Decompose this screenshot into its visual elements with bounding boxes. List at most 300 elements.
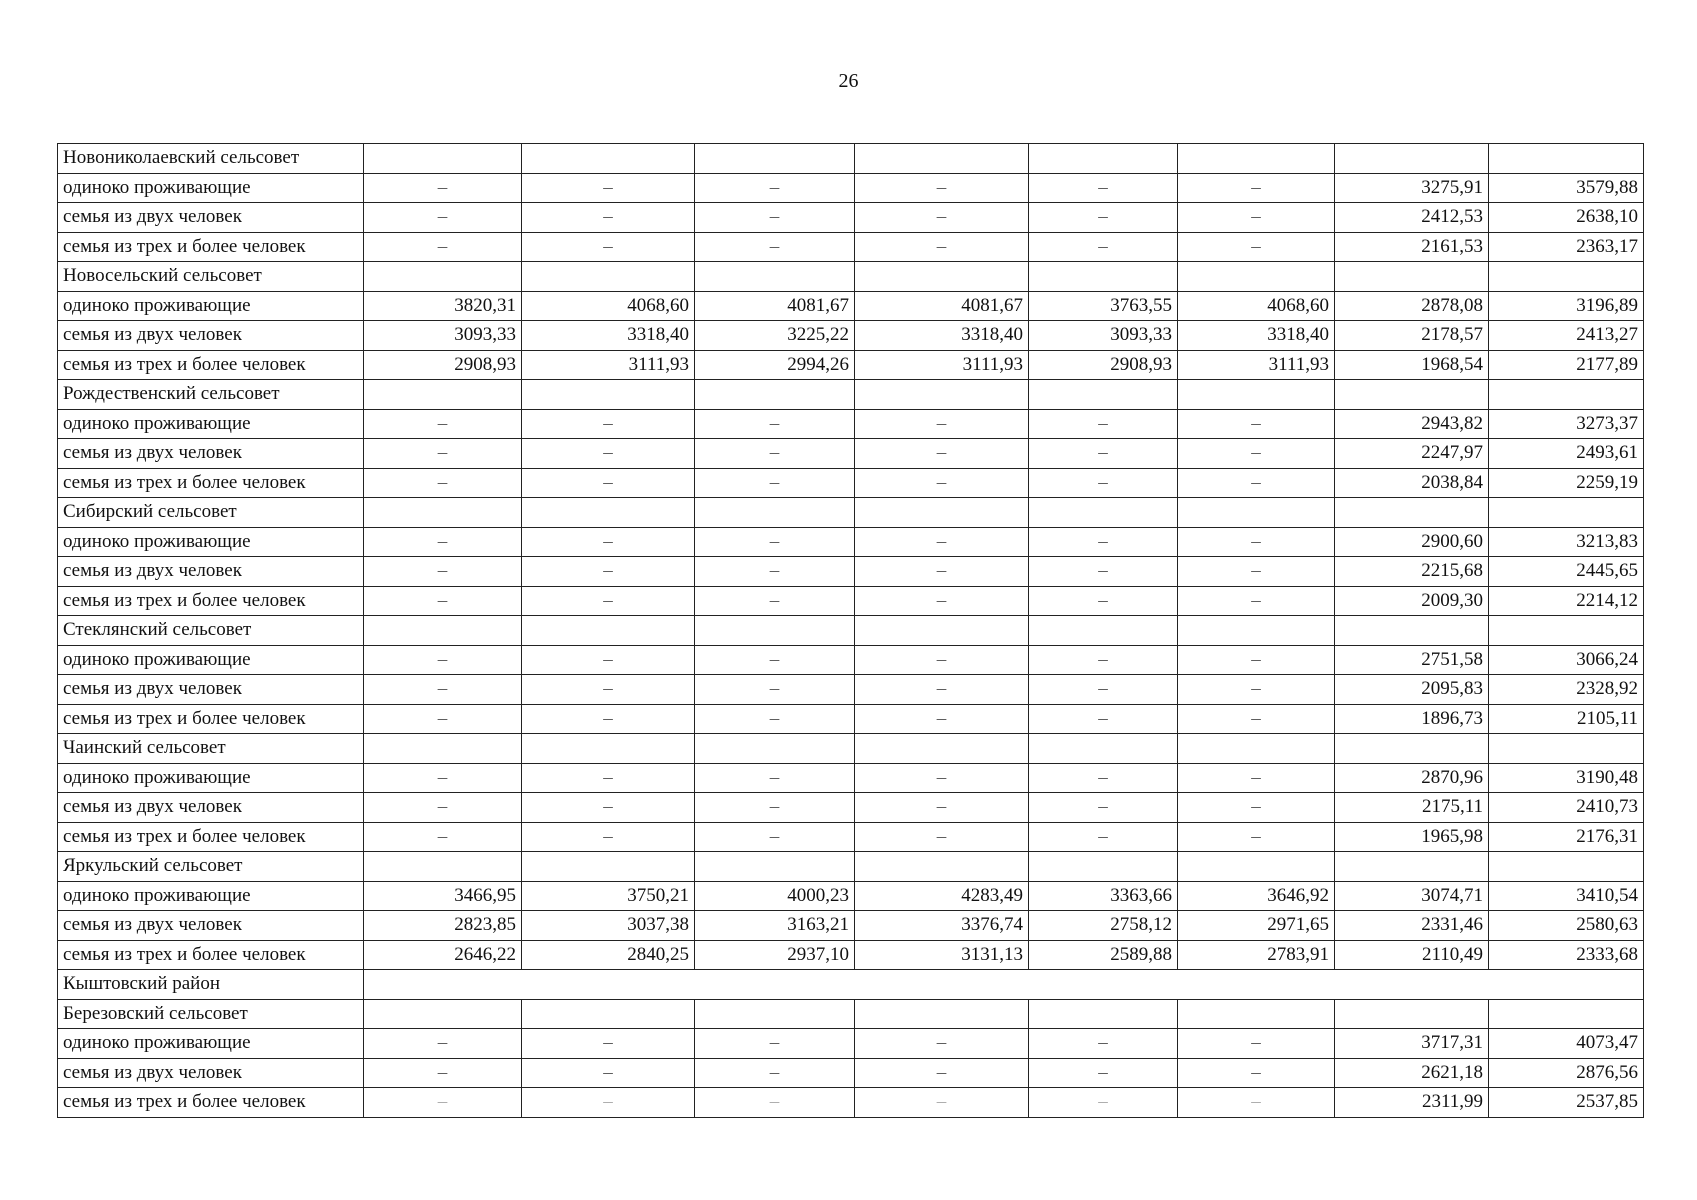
empty-cell xyxy=(695,999,855,1029)
value-cell: – xyxy=(1178,409,1335,439)
empty-cell xyxy=(522,999,695,1029)
empty-cell xyxy=(695,262,855,292)
empty-cell xyxy=(855,498,1029,528)
empty-cell xyxy=(1029,616,1178,646)
value-cell: 3111,93 xyxy=(522,350,695,380)
empty-cell xyxy=(695,852,855,882)
row-label: семья из двух человек xyxy=(58,793,364,823)
empty-cell xyxy=(1029,144,1178,174)
group-header-row xyxy=(58,498,1644,528)
value-cell: 3750,21 xyxy=(522,881,695,911)
value-cell: – xyxy=(522,232,695,262)
value-cell: – xyxy=(1178,822,1335,852)
value-cell: 2646,22 xyxy=(364,940,522,970)
group-label: Стеклянский сельсовет xyxy=(58,616,364,646)
value-cell: 2413,27 xyxy=(1489,321,1644,351)
value-cell: – xyxy=(522,675,695,705)
empty-cell xyxy=(1489,380,1644,410)
empty-cell xyxy=(855,852,1029,882)
value-cell: – xyxy=(1029,1029,1178,1059)
value-cell: – xyxy=(364,675,522,705)
table-row xyxy=(58,439,1644,469)
table-row xyxy=(58,350,1644,380)
empty-cell xyxy=(855,262,1029,292)
value-cell: 3111,93 xyxy=(1178,350,1335,380)
value-cell: 1896,73 xyxy=(1335,704,1489,734)
value-cell: – xyxy=(1029,763,1178,793)
value-cell: – xyxy=(855,793,1029,823)
value-cell: 3196,89 xyxy=(1489,291,1644,321)
empty-cell xyxy=(522,380,695,410)
empty-cell xyxy=(1029,734,1178,764)
value-cell: 2638,10 xyxy=(1489,203,1644,233)
value-cell: – xyxy=(1178,793,1335,823)
empty-cell xyxy=(1178,734,1335,764)
group-label: Чаинский сельсовет xyxy=(58,734,364,764)
empty-cell xyxy=(1029,852,1178,882)
value-cell: 4283,49 xyxy=(855,881,1029,911)
empty-cell xyxy=(1335,262,1489,292)
table-row xyxy=(58,881,1644,911)
table-row xyxy=(58,468,1644,498)
value-cell: – xyxy=(1178,468,1335,498)
value-cell: 3646,92 xyxy=(1178,881,1335,911)
value-cell: 2580,63 xyxy=(1489,911,1644,941)
value-cell: 3410,54 xyxy=(1489,881,1644,911)
value-cell: – xyxy=(1178,675,1335,705)
value-cell: 2176,31 xyxy=(1489,822,1644,852)
empty-cell xyxy=(1489,999,1644,1029)
value-cell: – xyxy=(695,1058,855,1088)
value-cell: – xyxy=(855,557,1029,587)
row-label: семья из двух человек xyxy=(58,675,364,705)
empty-cell xyxy=(695,734,855,764)
empty-cell xyxy=(1489,144,1644,174)
row-label: одиноко проживающие xyxy=(58,291,364,321)
value-cell: 2589,88 xyxy=(1029,940,1178,970)
value-cell: – xyxy=(695,763,855,793)
value-cell: – xyxy=(855,1088,1029,1118)
value-cell: – xyxy=(855,527,1029,557)
value-cell: – xyxy=(1029,232,1178,262)
table-row xyxy=(58,586,1644,616)
table-row xyxy=(58,675,1644,705)
table-row xyxy=(58,557,1644,587)
value-cell: 1968,54 xyxy=(1335,350,1489,380)
value-cell: – xyxy=(1029,1088,1178,1118)
value-cell: 2937,10 xyxy=(695,940,855,970)
empty-cell xyxy=(364,498,522,528)
value-cell: – xyxy=(855,173,1029,203)
group-header-row xyxy=(58,734,1644,764)
value-cell: – xyxy=(1178,173,1335,203)
value-cell: – xyxy=(1029,645,1178,675)
value-cell: 3111,93 xyxy=(855,350,1029,380)
value-cell: – xyxy=(855,439,1029,469)
value-cell: – xyxy=(364,586,522,616)
row-label: семья из трех и более человек xyxy=(58,232,364,262)
value-cell: 2908,93 xyxy=(364,350,522,380)
value-cell: 2412,53 xyxy=(1335,203,1489,233)
value-cell: – xyxy=(1029,1058,1178,1088)
row-label: семья из трех и более человек xyxy=(58,1088,364,1118)
empty-cell xyxy=(855,999,1029,1029)
value-cell: – xyxy=(1178,586,1335,616)
empty-cell xyxy=(1178,999,1335,1029)
value-cell: – xyxy=(364,468,522,498)
empty-cell xyxy=(695,144,855,174)
value-cell: – xyxy=(522,203,695,233)
table-row xyxy=(58,321,1644,351)
empty-cell xyxy=(1178,852,1335,882)
group-header-row xyxy=(58,144,1644,174)
row-label: одиноко проживающие xyxy=(58,763,364,793)
value-cell: – xyxy=(695,173,855,203)
value-cell: 3225,22 xyxy=(695,321,855,351)
value-cell: 3273,37 xyxy=(1489,409,1644,439)
value-cell: – xyxy=(695,232,855,262)
value-cell: – xyxy=(364,1058,522,1088)
value-cell: 4081,67 xyxy=(855,291,1029,321)
value-cell: – xyxy=(1178,1058,1335,1088)
empty-cell xyxy=(1489,852,1644,882)
value-cell: – xyxy=(364,704,522,734)
value-cell: – xyxy=(1178,439,1335,469)
value-cell: – xyxy=(364,439,522,469)
value-cell: 2870,96 xyxy=(1335,763,1489,793)
row-label: семья из трех и более человек xyxy=(58,350,364,380)
table-row xyxy=(58,1088,1644,1118)
value-cell: – xyxy=(695,586,855,616)
value-cell: – xyxy=(1178,1088,1335,1118)
value-cell: 2177,89 xyxy=(1489,350,1644,380)
value-cell: 2214,12 xyxy=(1489,586,1644,616)
value-cell: – xyxy=(522,557,695,587)
row-label: одиноко проживающие xyxy=(58,527,364,557)
value-cell: 2537,85 xyxy=(1489,1088,1644,1118)
group-label: Кыштовский район xyxy=(58,970,364,1000)
row-label: одиноко проживающие xyxy=(58,881,364,911)
value-cell: – xyxy=(1178,704,1335,734)
value-cell: – xyxy=(1029,409,1178,439)
value-cell: – xyxy=(855,704,1029,734)
value-cell: 2215,68 xyxy=(1335,557,1489,587)
value-cell: – xyxy=(695,203,855,233)
value-cell: 4073,47 xyxy=(1489,1029,1644,1059)
value-cell: 2311,99 xyxy=(1335,1088,1489,1118)
value-cell: 3318,40 xyxy=(855,321,1029,351)
table-row xyxy=(58,704,1644,734)
value-cell: – xyxy=(522,763,695,793)
value-cell: 2333,68 xyxy=(1489,940,1644,970)
table-row xyxy=(58,203,1644,233)
value-cell: 2178,57 xyxy=(1335,321,1489,351)
table-row xyxy=(58,940,1644,970)
value-cell: 2943,82 xyxy=(1335,409,1489,439)
value-cell: – xyxy=(695,527,855,557)
value-cell: 2445,65 xyxy=(1489,557,1644,587)
empty-cell xyxy=(522,616,695,646)
empty-cell xyxy=(1335,380,1489,410)
value-cell: 2783,91 xyxy=(1178,940,1335,970)
empty-cell xyxy=(364,970,1644,1000)
row-label: семья из двух человек xyxy=(58,439,364,469)
value-cell: – xyxy=(1178,763,1335,793)
value-cell: 2410,73 xyxy=(1489,793,1644,823)
row-label: одиноко проживающие xyxy=(58,1029,364,1059)
value-cell: 3213,83 xyxy=(1489,527,1644,557)
value-cell: – xyxy=(1029,468,1178,498)
value-cell: 2328,92 xyxy=(1489,675,1644,705)
value-cell: 2971,65 xyxy=(1178,911,1335,941)
value-cell: – xyxy=(695,793,855,823)
empty-cell xyxy=(364,380,522,410)
table-row xyxy=(58,409,1644,439)
tariff-table xyxy=(57,143,1644,1118)
value-cell: 2908,93 xyxy=(1029,350,1178,380)
value-cell: – xyxy=(522,793,695,823)
value-cell: – xyxy=(1029,586,1178,616)
value-cell: 3820,31 xyxy=(364,291,522,321)
value-cell: 3763,55 xyxy=(1029,291,1178,321)
value-cell: – xyxy=(522,409,695,439)
group-label: Сибирский сельсовет xyxy=(58,498,364,528)
value-cell: – xyxy=(364,645,522,675)
row-label: семья из двух человек xyxy=(58,557,364,587)
value-cell: 3363,66 xyxy=(1029,881,1178,911)
value-cell: – xyxy=(855,675,1029,705)
value-cell: 2331,46 xyxy=(1335,911,1489,941)
value-cell: – xyxy=(855,1029,1029,1059)
row-label: одиноко проживающие xyxy=(58,173,364,203)
empty-cell xyxy=(1178,498,1335,528)
value-cell: – xyxy=(522,704,695,734)
value-cell: 2095,83 xyxy=(1335,675,1489,705)
empty-cell xyxy=(1489,616,1644,646)
empty-cell xyxy=(855,734,1029,764)
value-cell: – xyxy=(364,173,522,203)
value-cell: 1965,98 xyxy=(1335,822,1489,852)
empty-cell xyxy=(1335,734,1489,764)
value-cell: – xyxy=(855,203,1029,233)
row-label: семья из двух человек xyxy=(58,911,364,941)
value-cell: – xyxy=(522,1058,695,1088)
empty-cell xyxy=(364,852,522,882)
value-cell: – xyxy=(695,1029,855,1059)
value-cell: – xyxy=(522,645,695,675)
row-label: семья из трех и более человек xyxy=(58,822,364,852)
empty-cell xyxy=(1029,999,1178,1029)
value-cell: – xyxy=(522,586,695,616)
value-cell: – xyxy=(1178,557,1335,587)
value-cell: – xyxy=(695,439,855,469)
value-cell: 4000,23 xyxy=(695,881,855,911)
empty-cell xyxy=(855,144,1029,174)
value-cell: – xyxy=(364,1088,522,1118)
empty-cell xyxy=(695,380,855,410)
value-cell: – xyxy=(695,557,855,587)
value-cell: 2900,60 xyxy=(1335,527,1489,557)
value-cell: – xyxy=(855,645,1029,675)
value-cell: – xyxy=(855,586,1029,616)
value-cell: – xyxy=(1178,232,1335,262)
empty-cell xyxy=(695,498,855,528)
value-cell: – xyxy=(1029,203,1178,233)
value-cell: – xyxy=(1178,203,1335,233)
value-cell: – xyxy=(1029,675,1178,705)
value-cell: – xyxy=(695,704,855,734)
value-cell: 2110,49 xyxy=(1335,940,1489,970)
empty-cell xyxy=(695,616,855,646)
value-cell: 3579,88 xyxy=(1489,173,1644,203)
table-row xyxy=(58,822,1644,852)
value-cell: – xyxy=(522,439,695,469)
value-cell: – xyxy=(855,1058,1029,1088)
value-cell: – xyxy=(522,527,695,557)
empty-cell xyxy=(1178,380,1335,410)
value-cell: – xyxy=(855,468,1029,498)
value-cell: – xyxy=(522,468,695,498)
value-cell: 3093,33 xyxy=(1029,321,1178,351)
empty-cell xyxy=(1489,734,1644,764)
value-cell: 3717,31 xyxy=(1335,1029,1489,1059)
value-cell: 2823,85 xyxy=(364,911,522,941)
value-cell: – xyxy=(1029,173,1178,203)
value-cell: 3275,91 xyxy=(1335,173,1489,203)
value-cell: 3318,40 xyxy=(522,321,695,351)
empty-cell xyxy=(1489,498,1644,528)
empty-cell xyxy=(1178,616,1335,646)
empty-cell xyxy=(522,144,695,174)
empty-cell xyxy=(1029,380,1178,410)
empty-cell xyxy=(1178,144,1335,174)
value-cell: 2259,19 xyxy=(1489,468,1644,498)
empty-cell xyxy=(364,616,522,646)
value-cell: 3190,48 xyxy=(1489,763,1644,793)
value-cell: 4068,60 xyxy=(522,291,695,321)
value-cell: 2751,58 xyxy=(1335,645,1489,675)
value-cell: – xyxy=(522,173,695,203)
value-cell: 2161,53 xyxy=(1335,232,1489,262)
value-cell: – xyxy=(364,557,522,587)
empty-cell xyxy=(1029,498,1178,528)
row-label: одиноко проживающие xyxy=(58,645,364,675)
table-row xyxy=(58,173,1644,203)
group-label: Новониколаевский сельсовет xyxy=(58,144,364,174)
table-row xyxy=(58,763,1644,793)
value-cell: 2363,17 xyxy=(1489,232,1644,262)
value-cell: 3037,38 xyxy=(522,911,695,941)
empty-cell xyxy=(1335,498,1489,528)
row-label: семья из двух человек xyxy=(58,203,364,233)
value-cell: – xyxy=(522,1088,695,1118)
table-row xyxy=(58,527,1644,557)
row-label: семья из трех и более человек xyxy=(58,468,364,498)
value-cell: – xyxy=(364,203,522,233)
value-cell: – xyxy=(695,468,855,498)
value-cell: 2175,11 xyxy=(1335,793,1489,823)
group-header-row xyxy=(58,616,1644,646)
value-cell: – xyxy=(1029,557,1178,587)
value-cell: – xyxy=(364,793,522,823)
empty-cell xyxy=(1335,616,1489,646)
value-cell: 4068,60 xyxy=(1178,291,1335,321)
table-row xyxy=(58,911,1644,941)
empty-cell xyxy=(1335,144,1489,174)
empty-cell xyxy=(522,852,695,882)
group-label: Новосельский сельсовет xyxy=(58,262,364,292)
value-cell: 3163,21 xyxy=(695,911,855,941)
value-cell: 3131,13 xyxy=(855,940,1029,970)
value-cell: 2247,97 xyxy=(1335,439,1489,469)
value-cell: 3074,71 xyxy=(1335,881,1489,911)
row-label: одиноко проживающие xyxy=(58,409,364,439)
empty-cell xyxy=(522,262,695,292)
value-cell: – xyxy=(364,409,522,439)
value-cell: – xyxy=(364,1029,522,1059)
row-label: семья из трех и более человек xyxy=(58,940,364,970)
empty-cell xyxy=(1178,262,1335,292)
empty-cell xyxy=(522,734,695,764)
value-cell: – xyxy=(695,822,855,852)
value-cell: – xyxy=(1178,645,1335,675)
table-row xyxy=(58,1029,1644,1059)
value-cell: 3066,24 xyxy=(1489,645,1644,675)
value-cell: – xyxy=(1178,527,1335,557)
value-cell: – xyxy=(855,232,1029,262)
empty-cell xyxy=(855,616,1029,646)
value-cell: – xyxy=(1029,822,1178,852)
group-label: Березовский сельсовет xyxy=(58,999,364,1029)
value-cell: 2840,25 xyxy=(522,940,695,970)
value-cell: – xyxy=(364,822,522,852)
value-cell: – xyxy=(855,409,1029,439)
empty-cell xyxy=(1029,262,1178,292)
empty-cell xyxy=(364,262,522,292)
value-cell: 3376,74 xyxy=(855,911,1029,941)
table-row xyxy=(58,793,1644,823)
table-row xyxy=(58,291,1644,321)
page-number: 26 xyxy=(838,70,859,92)
value-cell: 3318,40 xyxy=(1178,321,1335,351)
row-label: семья из трех и более человек xyxy=(58,704,364,734)
value-cell: 2493,61 xyxy=(1489,439,1644,469)
value-cell: – xyxy=(695,645,855,675)
value-cell: 2009,30 xyxy=(1335,586,1489,616)
empty-cell xyxy=(1489,262,1644,292)
value-cell: 2878,08 xyxy=(1335,291,1489,321)
group-header-row xyxy=(58,380,1644,410)
empty-cell xyxy=(855,380,1029,410)
group-header-row xyxy=(58,262,1644,292)
group-header-row xyxy=(58,970,1644,1000)
group-label: Рождественский сельсовет xyxy=(58,380,364,410)
row-label: семья из двух человек xyxy=(58,321,364,351)
group-header-row xyxy=(58,852,1644,882)
table-row xyxy=(58,1058,1644,1088)
value-cell: 2621,18 xyxy=(1335,1058,1489,1088)
value-cell: – xyxy=(695,1088,855,1118)
value-cell: – xyxy=(1178,1029,1335,1059)
empty-cell xyxy=(364,999,522,1029)
empty-cell xyxy=(364,144,522,174)
value-cell: – xyxy=(522,1029,695,1059)
value-cell: – xyxy=(1029,704,1178,734)
value-cell: 2876,56 xyxy=(1489,1058,1644,1088)
row-label: семья из трех и более человек xyxy=(58,586,364,616)
value-cell: – xyxy=(855,763,1029,793)
empty-cell xyxy=(1335,999,1489,1029)
